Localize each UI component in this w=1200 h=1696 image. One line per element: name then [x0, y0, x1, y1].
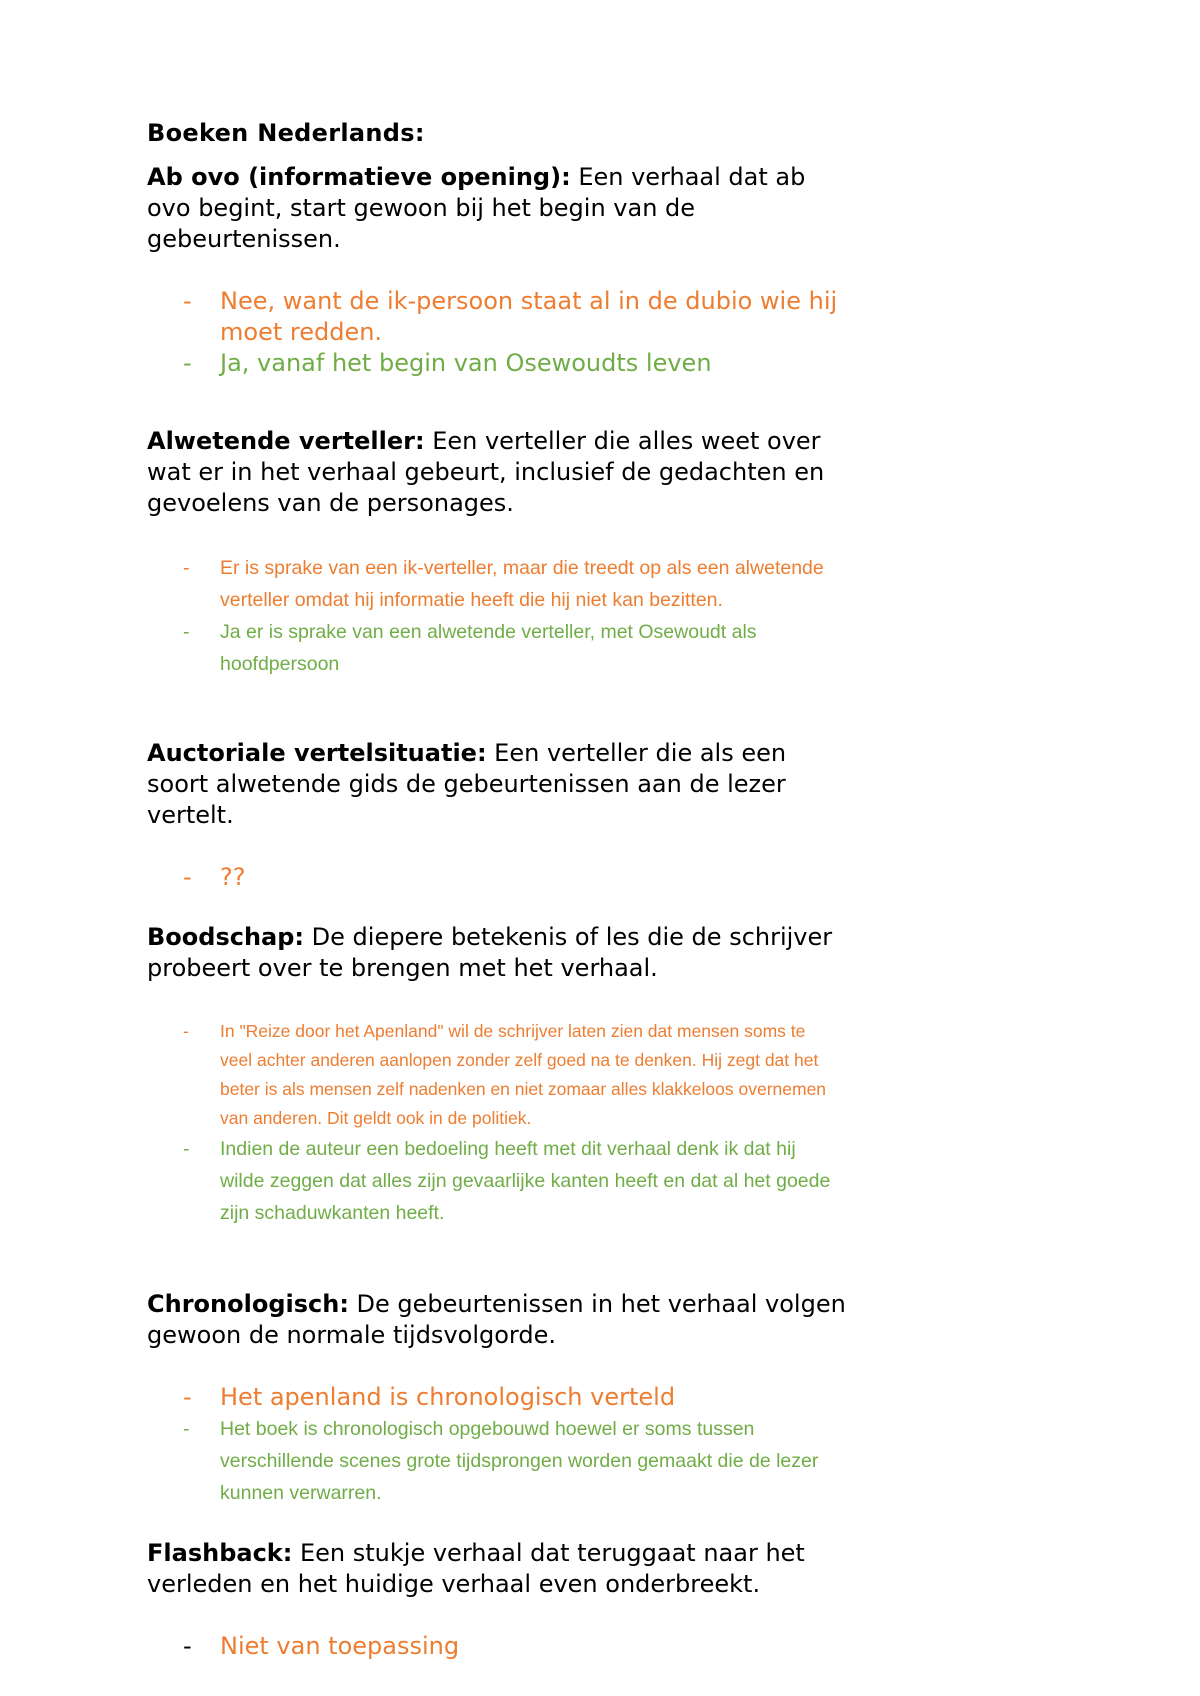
dash-bullet: -: [183, 287, 192, 315]
term-label: Flashback:: [147, 1539, 293, 1567]
definition-text: Een verhaal dat ab ovo begint, start gewoon bij het begin van de gebeurtenissen.: [147, 163, 806, 253]
dash-bullet: -: [183, 1383, 192, 1411]
section-alwetende-verteller: [147, 426, 847, 680]
dash-bullet: -: [183, 621, 190, 643]
bullet-text: Er is sprake van een ik-verteller, maar die treedt op als een alwetende verteller omdat hij informatie heeft die hij niet kan bezitten.: [220, 557, 824, 611]
bullet-list: [147, 1017, 837, 1229]
bullet-list: [147, 552, 837, 680]
bullet-list: [147, 286, 847, 379]
definition-text: De diepere betekenis of les die de schrijver probeert over te brengen met het verhaal.: [147, 923, 833, 982]
list-item: [147, 286, 847, 348]
section-boodschap: [147, 922, 847, 1229]
definition-text: Een stukje verhaal dat teruggaat naar het verleden en het huidige verhaal even onderbreekt.: [147, 1539, 805, 1598]
definition-paragraph: [147, 1289, 847, 1351]
section-auctoriale-vertelsituatie: [147, 738, 847, 893]
bullet-text: Niet van toepassing: [220, 1632, 460, 1660]
section-flashback: [147, 1538, 847, 1662]
list-item: [147, 1017, 837, 1133]
dash-bullet: -: [183, 1138, 190, 1160]
bullet-text: In "Reize door het Apenland" wil de schrijver laten zien dat mensen soms te veel achter anderen aanlopen zonder zelf goed na te denken. Hij zegt dat het beter is als mensen zelf nadenken en niet zomaar alles klakkeloos overnemen van anderen. Dit geldt ook in de politiek.: [220, 1021, 827, 1128]
definition-text: De gebeurtenissen in het verhaal volgen gewoon de normale tijdsvolgorde.: [147, 1290, 846, 1349]
term-label: Auctoriale vertelsituatie:: [147, 739, 487, 767]
bullet-list: [147, 862, 847, 893]
list-item: [147, 616, 837, 680]
definition-text: Een verteller die als een soort alwetende gids de gebeurtenissen aan de lezer vertelt.: [147, 739, 787, 829]
definition-text: Een verteller die alles weet over wat er in het verhaal gebeurt, inclusief de gedachten en gevoelens van de personages.: [147, 427, 825, 517]
dash-bullet: -: [183, 557, 190, 579]
bullet-list: [147, 1382, 837, 1509]
dash-bullet: -: [183, 1021, 189, 1041]
list-item: [147, 348, 847, 379]
bullet-text: Nee, want de ik-persoon staat al in de dubio wie hij moet redden.: [220, 287, 838, 346]
term-label: Ab ovo (informatieve opening):: [147, 163, 571, 191]
definition-paragraph: [147, 922, 847, 984]
bullet-list: [147, 1631, 847, 1662]
term-label: Boodschap:: [147, 923, 305, 951]
definition-paragraph: [147, 738, 847, 831]
bullet-text: Indien de auteur een bedoeling heeft met dit verhaal denk ik dat hij wilde zeggen dat alles zijn gevaarlijke kanten heeft en dat al het goede zijn schaduwkanten heeft.: [220, 1138, 831, 1224]
bullet-text: Ja er is sprake van een alwetende verteller, met Osewoudt als hoofdpersoon: [220, 621, 757, 675]
dash-bullet: -: [183, 349, 192, 377]
dash-bullet: -: [183, 863, 192, 891]
section-chronologisch: [147, 1289, 847, 1509]
dash-bullet: -: [183, 1418, 190, 1440]
section-ab-ovo: [147, 162, 847, 379]
list-item: [147, 862, 847, 893]
definition-paragraph: [147, 162, 847, 255]
term-label: Chronologisch:: [147, 1290, 349, 1318]
definition-paragraph: [147, 1538, 847, 1600]
bullet-text: Het apenland is chronologisch verteld: [220, 1383, 676, 1411]
list-item: [147, 1413, 837, 1509]
list-item: [147, 1133, 837, 1229]
list-item: [147, 552, 837, 616]
document-title: Boeken Nederlands:: [147, 119, 425, 147]
definition-paragraph: [147, 426, 847, 519]
list-item: [147, 1382, 837, 1413]
term-label: Alwetende verteller:: [147, 427, 425, 455]
bullet-text: ??: [220, 863, 246, 891]
bullet-text: Ja, vanaf het begin van Osewoudts leven: [220, 349, 712, 377]
bullet-text: Het boek is chronologisch opgebouwd hoewel er soms tussen verschillende scenes grote tijdsprongen worden gemaakt die de lezer kunnen verwarren.: [220, 1418, 819, 1504]
dash-bullet: -: [183, 1632, 192, 1660]
list-item: [147, 1631, 847, 1662]
